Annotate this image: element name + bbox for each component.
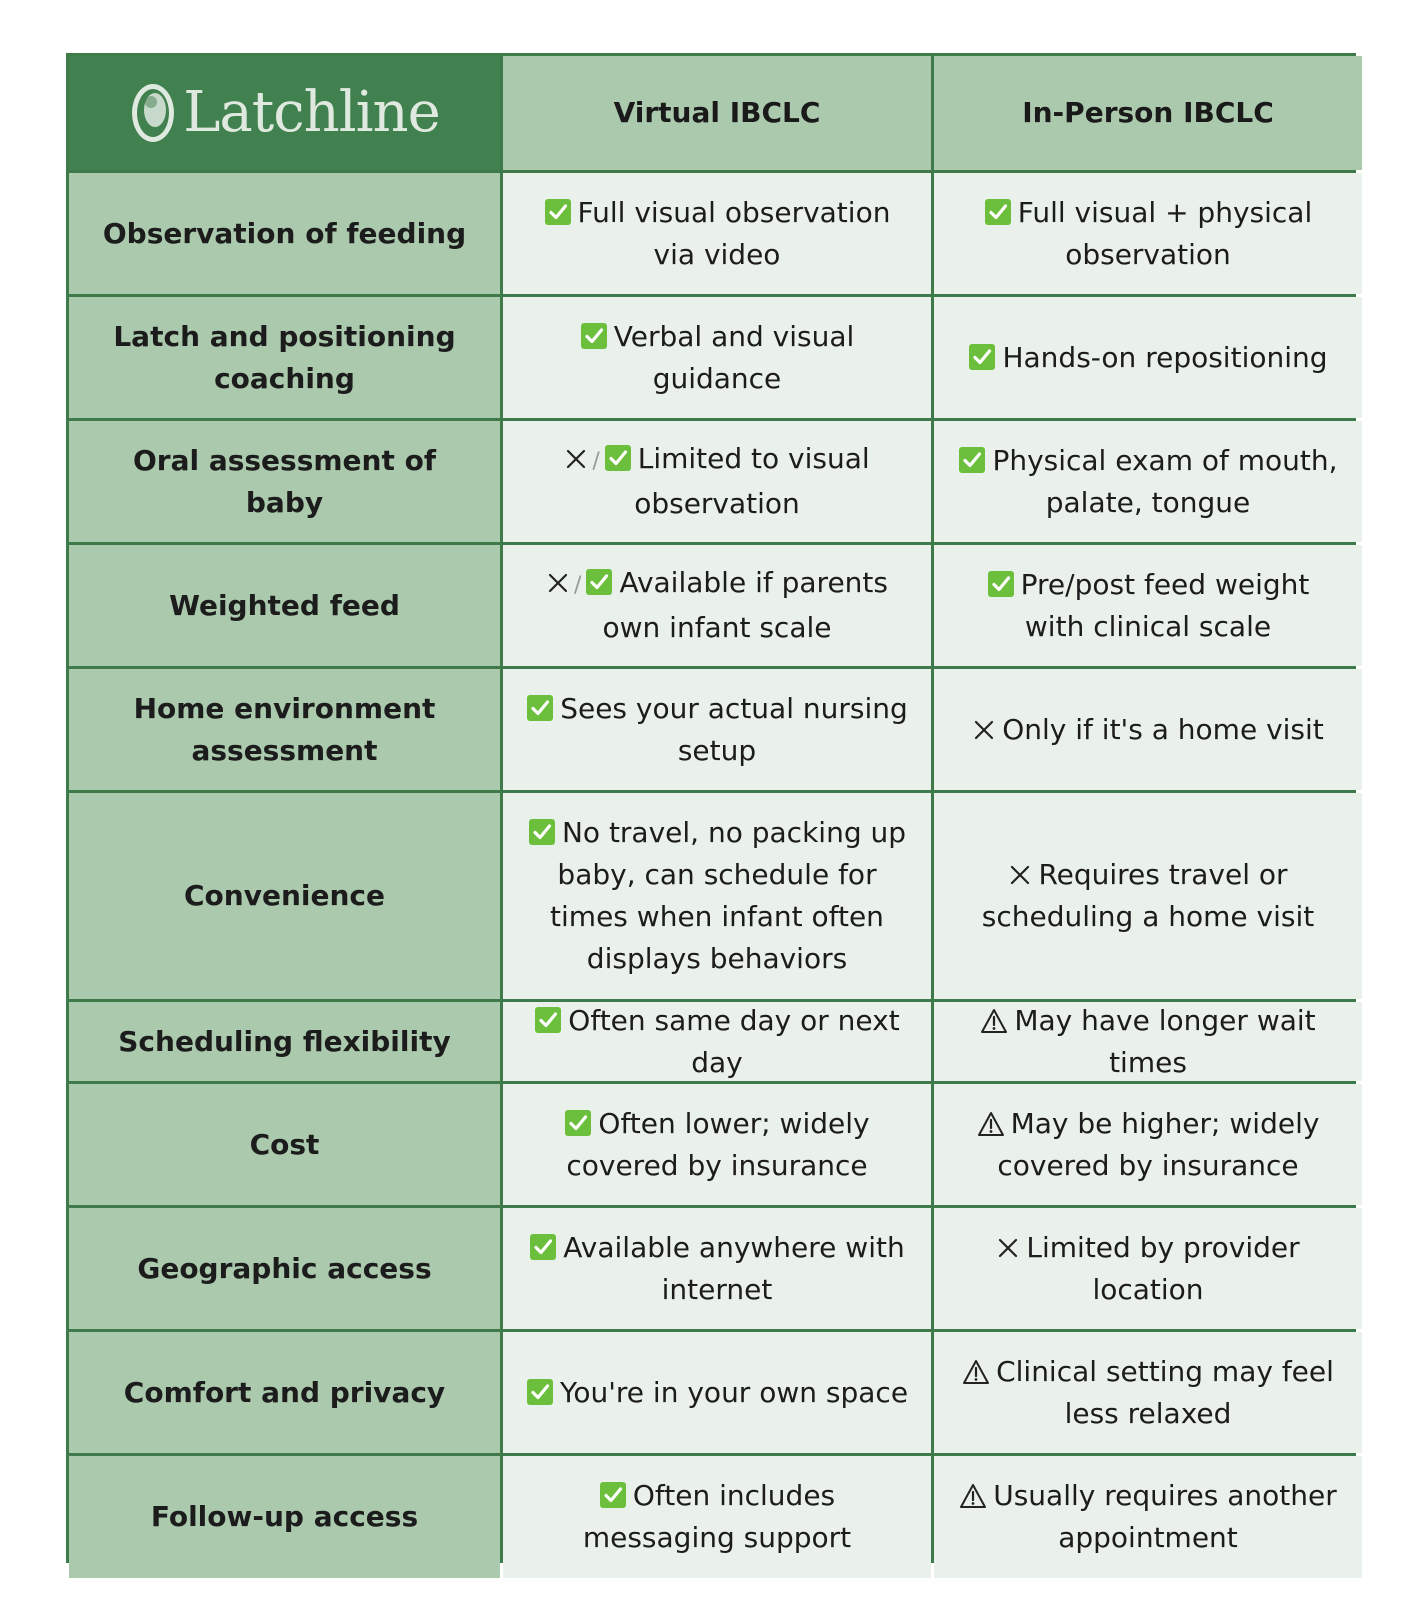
in-person-value-cell [934, 297, 1362, 418]
cell-text: Verbal and visual guidance [613, 319, 855, 395]
cell-text: No travel, no packing up baby, can schedule for times when infant often displays behaviors [550, 816, 907, 975]
cell-text: Sees your actual nursing setup [560, 691, 908, 767]
check-icon [526, 694, 554, 722]
cell-text: Available if parents own infant scale [602, 566, 888, 644]
cell-content [956, 192, 1340, 276]
slash-separator: / [592, 449, 600, 474]
cell-text: Available anywhere with internet [563, 1230, 905, 1306]
cell-content [956, 440, 1340, 524]
cell-text: Requires travel or scheduling a home visit [981, 858, 1315, 933]
cell-content [972, 709, 1324, 751]
virtual-value-cell [503, 421, 931, 542]
row-label: Latch and positioning coaching [69, 297, 500, 418]
cell-content [956, 854, 1340, 938]
check-icon [529, 1233, 557, 1261]
cell-text: Physical exam of mouth, palate, tongue [992, 443, 1338, 519]
warning-icon [959, 1483, 987, 1509]
check-icon [968, 343, 996, 371]
latchline-logo [129, 80, 440, 146]
warning-icon [977, 1111, 1005, 1137]
cell-content [956, 1000, 1340, 1084]
cell-content [968, 337, 1327, 379]
latchline-logo-icon [129, 80, 177, 146]
cell-text: Often lower; widely covered by insurance [566, 1106, 870, 1182]
cell-text: Limited by provider location [1026, 1230, 1300, 1306]
cell-text: Clinical setting may feel less relaxed [996, 1354, 1334, 1430]
row-label: Oral assessment of baby [69, 421, 500, 542]
row-label: Follow-up access [69, 1456, 500, 1578]
cell-content [525, 192, 909, 276]
in-person-value-cell [934, 545, 1362, 666]
in-person-value-cell [934, 1208, 1362, 1329]
virtual-value-cell [503, 1084, 931, 1205]
virtual-value-cell [503, 669, 931, 790]
cell-text: Often same day or next day [568, 1003, 900, 1079]
check-icon [528, 818, 556, 846]
virtual-value-cell [503, 1456, 931, 1578]
check-icon [526, 1378, 554, 1406]
virtual-value-cell [503, 297, 931, 418]
row-label: Convenience [69, 793, 500, 999]
in-person-value-cell [934, 1084, 1362, 1205]
check-icon [984, 198, 1012, 226]
cell-content [956, 1227, 1340, 1311]
cell-content [525, 562, 909, 649]
row-label: Cost [69, 1084, 500, 1205]
cell-content [525, 1103, 909, 1187]
check-icon [534, 1006, 562, 1034]
cell-content [525, 438, 909, 525]
virtual-value-cell [503, 793, 931, 999]
virtual-value-cell [503, 1208, 931, 1329]
cell-text: May have longer wait times [1014, 1003, 1316, 1079]
cell-text: Pre/post feed weight with clinical scale [1020, 567, 1310, 643]
cell-content [956, 564, 1340, 648]
cell-content [525, 1000, 909, 1084]
header-virtual-ibclc: Virtual IBCLC [503, 56, 931, 170]
warning-icon [962, 1359, 990, 1385]
cross-icon [996, 1236, 1020, 1260]
cross-icon [564, 447, 588, 471]
check-icon [604, 444, 632, 472]
check-icon [958, 446, 986, 474]
row-label: Weighted feed [69, 545, 500, 666]
in-person-value-cell [934, 669, 1362, 790]
row-label: Scheduling flexibility [69, 1002, 500, 1081]
slash-separator: / [574, 573, 582, 598]
virtual-value-cell [503, 173, 931, 294]
cell-text: May be higher; widely covered by insurance [997, 1106, 1320, 1182]
virtual-value-cell [503, 545, 931, 666]
cell-content [956, 1103, 1340, 1187]
in-person-value-cell [934, 793, 1362, 999]
in-person-value-cell [934, 1456, 1362, 1578]
cell-content [525, 1227, 909, 1311]
cell-text: Usually requires another appointment [993, 1479, 1337, 1554]
row-label: Observation of feeding [69, 173, 500, 294]
warning-icon [980, 1008, 1008, 1034]
cell-text: Full visual + physical observation [1017, 195, 1313, 271]
cell-text: Only if it's a home visit [1002, 712, 1324, 746]
check-icon [544, 198, 572, 226]
header-in-person-ibclc: In-Person IBCLC [934, 56, 1362, 170]
cross-icon [546, 571, 570, 595]
check-icon [599, 1481, 627, 1509]
row-label: Geographic access [69, 1208, 500, 1329]
cell-content [525, 812, 909, 980]
cross-icon [1008, 863, 1032, 887]
in-person-value-cell [934, 1002, 1362, 1081]
cell-text: Limited to visual observation [634, 442, 870, 520]
cell-content [526, 1372, 908, 1414]
cell-content [525, 1475, 909, 1559]
check-icon [580, 322, 608, 350]
cell-text: Full visual observation via video [577, 195, 891, 271]
cell-content [956, 1351, 1340, 1435]
virtual-value-cell [503, 1002, 931, 1081]
cell-content [956, 1475, 1340, 1559]
in-person-value-cell [934, 1332, 1362, 1453]
row-label: Home environment assessment [69, 669, 500, 790]
comparison-table [66, 53, 1356, 1563]
cross-icon [972, 718, 996, 742]
logo-text: Latchline [183, 80, 440, 145]
cell-content [525, 688, 909, 772]
row-label: Comfort and privacy [69, 1332, 500, 1453]
cell-text: Hands-on repositioning [1002, 340, 1328, 374]
logo-cell [69, 56, 500, 170]
check-icon [564, 1109, 592, 1137]
in-person-value-cell [934, 421, 1362, 542]
check-icon [585, 568, 613, 596]
in-person-value-cell [934, 173, 1362, 294]
cell-text: Often includes messaging support [582, 1479, 852, 1554]
virtual-value-cell [503, 1332, 931, 1453]
cell-text: You're in your own space [559, 1375, 909, 1409]
cell-content [525, 316, 909, 400]
check-icon [987, 570, 1015, 598]
